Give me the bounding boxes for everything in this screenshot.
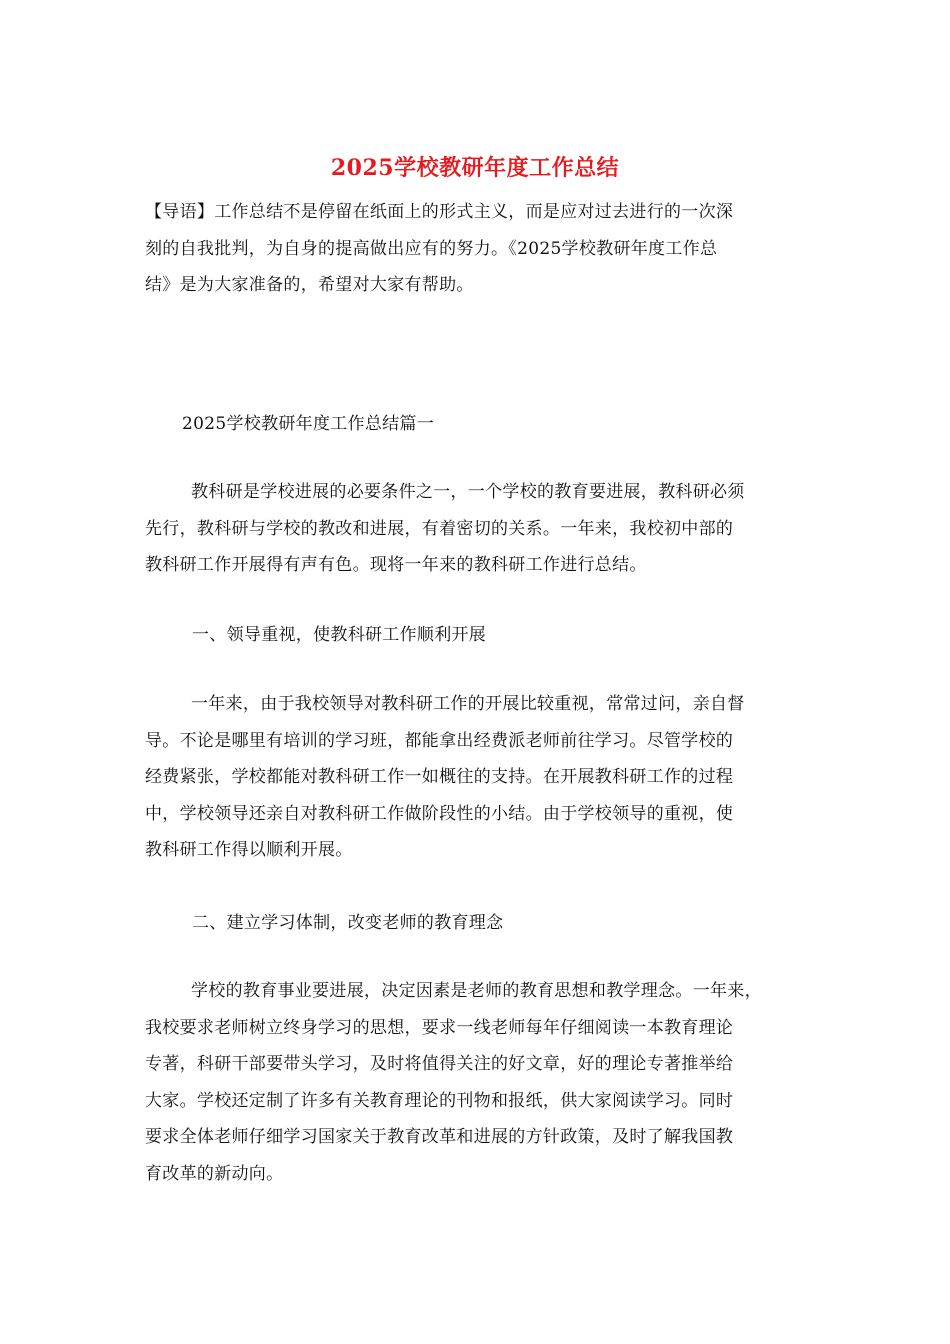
paragraph-line: 学校的教育事业要进展，决定因素是老师的教育思想和教学理念。一年来， [191, 981, 762, 1001]
paragraph-line: 教科研工作得以顺利开展。 [145, 840, 353, 860]
document-title: 2025学校教研年度工作总结 [330, 155, 620, 181]
paragraph-2 [145, 686, 815, 869]
paragraph-line: 先行，教科研与学校的教改和进展，有着密切的关系。一年来，我校初中部的 [145, 518, 734, 539]
paragraph-line: 一年来，由于我校领导对教科研工作的开展比较重视，常常过问，亲自督 [191, 694, 745, 714]
paragraph-line: 教科研是学校进展的必要条件之一，一个学校的教育要进展，教科研必须 [191, 482, 745, 502]
paragraph-1 [145, 474, 815, 584]
paragraph-line: 经费紧张，学校都能对教科研工作一如概往的支持。在开展教科研工作的过程 [145, 767, 734, 787]
paragraph-line: 要求全体老师仔细学习国家关于教育改革和进展的方针政策，及时了解我国教 [145, 1127, 734, 1147]
paragraph-line: 专著，科研干部要带头学习，及时将值得关注的好文章，好的理论专著推举给 [145, 1054, 734, 1074]
paragraph-line: 我校要求老师树立终身学习的思想，要求一线老师每年仔细阅读一本教育理论 [145, 1017, 734, 1038]
paragraph-line: 育改革的新动向。 [145, 1163, 284, 1184]
section-title: 2025学校教研年度工作总结篇一 [182, 414, 435, 434]
intro-line: 【导语】工作总结不是停留在纸面上的形式主义，而是应对过去进行的一次深 [145, 202, 734, 222]
paragraph-line: 导。不论是哪里有培训的学习班，都能拿出经费派老师前往学习。尽管学校的 [145, 730, 734, 751]
heading-2: 二、建立学习体制，改变老师的教育理念 [192, 913, 504, 933]
intro-line: 刻的自我批判，为自身的提高做出应有的努力。《2025学校教研年度工作总 [145, 238, 718, 259]
intro-line: 结》是为大家准备的，希望对大家有帮助。 [145, 275, 474, 295]
paragraph-3 [145, 973, 815, 1192]
heading-1: 一、领导重视，使教科研工作顺利开展 [192, 625, 487, 645]
paragraph-line: 中，学校领导还亲自对教科研工作做阶段性的小结。由于学校领导的重视，使 [145, 803, 734, 824]
paragraph-line: 大家。学校还定制了许多有关教育理论的刊物和报纸，供大家阅读学习。同时 [145, 1090, 734, 1111]
paragraph-line: 教科研工作开展得有声有色。现将一年来的教科研工作进行总结。 [145, 555, 647, 575]
intro-paragraph [145, 194, 815, 304]
